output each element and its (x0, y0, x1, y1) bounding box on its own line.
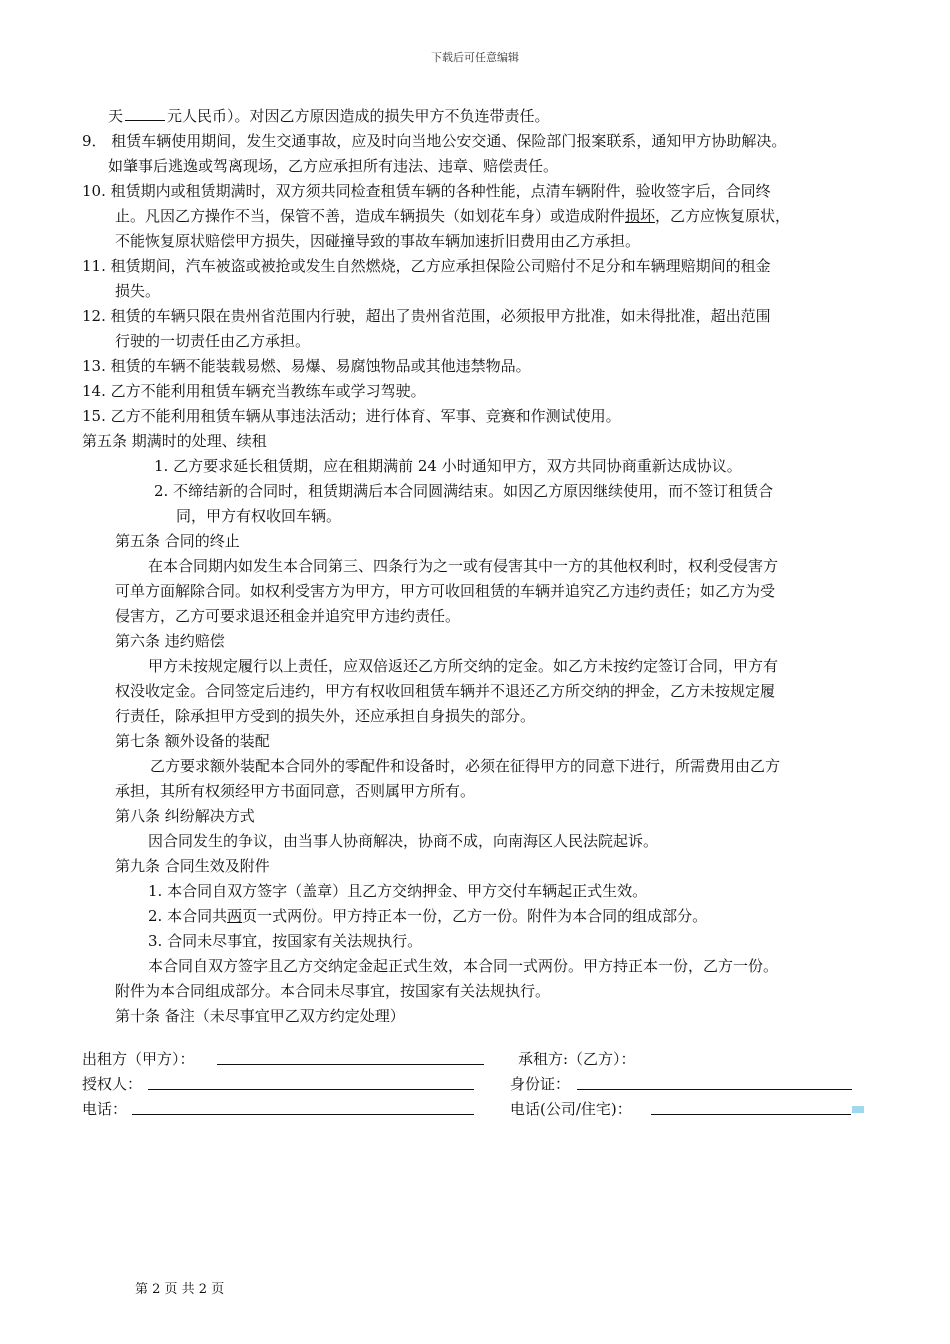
contract-line (115, 206, 790, 226)
line-text: 第六条 违约赔偿 (115, 632, 225, 650)
fill-in-blank (125, 106, 165, 121)
lessee-label: 承租方:（乙方）： (518, 1050, 636, 1068)
line-text: 甲方未按规定履行以上责任，应双倍返还乙方所交纳的定金。如乙方未按约定签订合同，甲方有 (148, 657, 779, 675)
line-text: 可单方面解除合同。如权利受害方为甲方，甲方可收回租赁的车辆并追究乙方违约责任；如乙方为受 (115, 582, 776, 600)
contract-line (150, 756, 780, 776)
contract-line (82, 406, 621, 426)
contract-line (108, 156, 558, 176)
contract-line (115, 981, 550, 1001)
line-text: 9． 租赁车辆使用期间，发生交通事故，应及时向当地公安交通、保险部门报案联系，通知甲方协助解决。 (82, 132, 787, 150)
contract-line (115, 856, 270, 876)
contract-line (176, 506, 341, 526)
lessor-label: 出租方（甲方）： (82, 1050, 195, 1068)
contract-line (115, 706, 535, 726)
contract-line (148, 906, 707, 926)
line-text: 12. 租赁的车辆只限在贵州省范围内行驶，超出了贵州省范围，必须报甲方批准，如未得批准，超出范围 (82, 307, 771, 325)
contract-line (154, 456, 742, 476)
line-text: 如肇事后逃逸或驾离现场，乙方应承担所有违法、违章、赔偿责任。 (108, 157, 559, 175)
contract-line (115, 631, 225, 651)
line-text: 同，甲方有权收回车辆。 (176, 507, 342, 525)
contract-line (148, 931, 422, 951)
line-text: 因合同发生的争议，由当事人协商解决，协商不成，向南海区人民法院起诉。 (148, 832, 659, 850)
line-text: 承担，其所有权须经甲方书面同意，否则属甲方所有。 (115, 782, 476, 800)
contract-line (82, 131, 786, 151)
line-text: 2. 不缔结新的合同时，租赁期满后本合同圆满结束。如因乙方原因继续使用，而不签订租赁合 (154, 482, 774, 500)
line-text: 第九条 合同生效及附件 (115, 857, 270, 875)
line-text: ，乙方应恢复原状， (655, 207, 791, 225)
contract-line (82, 431, 267, 451)
contract-line (115, 606, 460, 626)
line-text: 附件为本合同组成部分。本合同未尽事宜，按国家有关法规执行。 (115, 982, 551, 1000)
contract-line (108, 106, 550, 126)
contract-line (82, 381, 426, 401)
line-text: 14. 乙方不能利用租赁车辆充当教练车或学习驾驶。 (82, 382, 426, 400)
contract-line (148, 956, 778, 976)
contract-line (82, 256, 771, 276)
phone-label: 电话： (82, 1100, 128, 1118)
id-card-line (577, 1089, 852, 1090)
contract-line (115, 581, 775, 601)
line-text: 13. 租赁的车辆不能装载易燃、易爆、易腐蚀物品或其他违禁物品。 (82, 357, 531, 375)
contract-line (115, 231, 640, 251)
line-text: 1. 乙方要求延长租赁期，应在租期满前 24 小时通知甲方，双方共同协商重新达成协议。 (154, 457, 742, 475)
contract-line (115, 281, 160, 301)
contract-line (82, 356, 531, 376)
line-text: 侵害方，乙方可要求退还租金并追究甲方违约责任。 (115, 607, 461, 625)
line-text: 2. 本合同共 (148, 907, 228, 925)
underlined-text: 损坏 (625, 207, 656, 225)
contract-line (148, 831, 658, 851)
line-text: 3. 合同未尽事宜，按国家有关法规执行。 (148, 932, 423, 950)
line-text: 损失。 (115, 282, 161, 300)
contract-line (115, 806, 255, 826)
line-text: 行驶的一切责任由乙方承担。 (115, 332, 311, 350)
line-text: 第五条 合同的终止 (115, 532, 240, 550)
page-header: 下载后可任意编辑 (431, 51, 519, 64)
line-text: 天 (108, 107, 124, 125)
contract-line (115, 531, 240, 551)
line-text: 不能恢复原状赔偿甲方损失，因碰撞导致的事故车辆加速折旧费用由乙方承担。 (115, 232, 641, 250)
authorized-label: 授权人： (82, 1075, 143, 1093)
contract-line (115, 731, 270, 751)
contract-line (148, 656, 778, 676)
line-text: 11. 租赁期间，汽车被盗或被抢或发生自然燃烧，乙方应承担保险公司赔付不足分和车辆理赔期间的租金 (82, 257, 771, 275)
authorized-signature-line (148, 1089, 474, 1090)
line-text: 第七条 额外设备的装配 (115, 732, 270, 750)
line-text: 止。凡因乙方操作不当，保管不善，造成车辆损失（如划花车身）或造成附件 (115, 207, 626, 225)
lessor-signature-line (217, 1064, 484, 1065)
line-text: 第五条 期满时的处理、续租 (82, 432, 267, 450)
line-text: 1. 本合同自双方签字（盖章）且乙方交纳押金、甲方交付车辆起正式生效。 (148, 882, 648, 900)
line-text: 本合同自双方签字且乙方交纳定金起正式生效，本合同一式两份。甲方持正本一份，乙方一份。 (148, 957, 779, 975)
contract-line (115, 331, 310, 351)
line-text: 15. 乙方不能利用租赁车辆从事违法活动；进行体育、军事、竞赛和作测试使用。 (82, 407, 621, 425)
contract-line (154, 481, 773, 501)
contract-line (148, 881, 647, 901)
contract-line (115, 781, 475, 801)
underlined-text: 两 (227, 907, 243, 925)
line-text: 权没收定金。合同签定后违约，甲方有权收回租赁车辆并不退还乙方所交纳的押金，乙方未按规定履 (115, 682, 776, 700)
line-text: 第八条 纠纷解决方式 (115, 807, 255, 825)
phone-office-line (651, 1114, 851, 1115)
line-text: 行责任，除承担甲方受到的损失外，还应承担自身损失的部分。 (115, 707, 536, 725)
contract-line (115, 681, 775, 701)
phone-office-label: 电话(公司/住宅)： (510, 1100, 632, 1118)
page-footer: 第 2 页 共 2 页 (135, 1282, 225, 1297)
highlight-mark (852, 1106, 864, 1113)
line-text: 在本合同期内如发生本合同第三、四条行为之一或有侵害其中一方的其他权利时，权利受侵害方 (148, 557, 779, 575)
contract-line (82, 181, 771, 201)
line-text: 乙方要求额外装配本合同外的零配件和设备时，必须在征得甲方的同意下进行，所需费用由乙方 (150, 757, 781, 775)
line-text: 10. 租赁期内或租赁期满时，双方须共同检查租赁车辆的各种性能，点清车辆附件，验收签字后，合同终 (82, 182, 771, 200)
contract-line (82, 306, 771, 326)
phone-line (132, 1114, 474, 1115)
line-text: 页一式两份。甲方持正本一份，乙方一份。附件为本合同的组成部分。 (242, 907, 708, 925)
line-text: 第十条 备注（未尽事宜甲乙双方约定处理） (115, 1007, 405, 1025)
line-text: 元人民币）。对因乙方原因造成的损失甲方不负连带责任。 (167, 107, 550, 125)
contract-line (115, 1006, 405, 1026)
contract-line (148, 556, 778, 576)
id-card-label: 身份证： (510, 1075, 571, 1093)
